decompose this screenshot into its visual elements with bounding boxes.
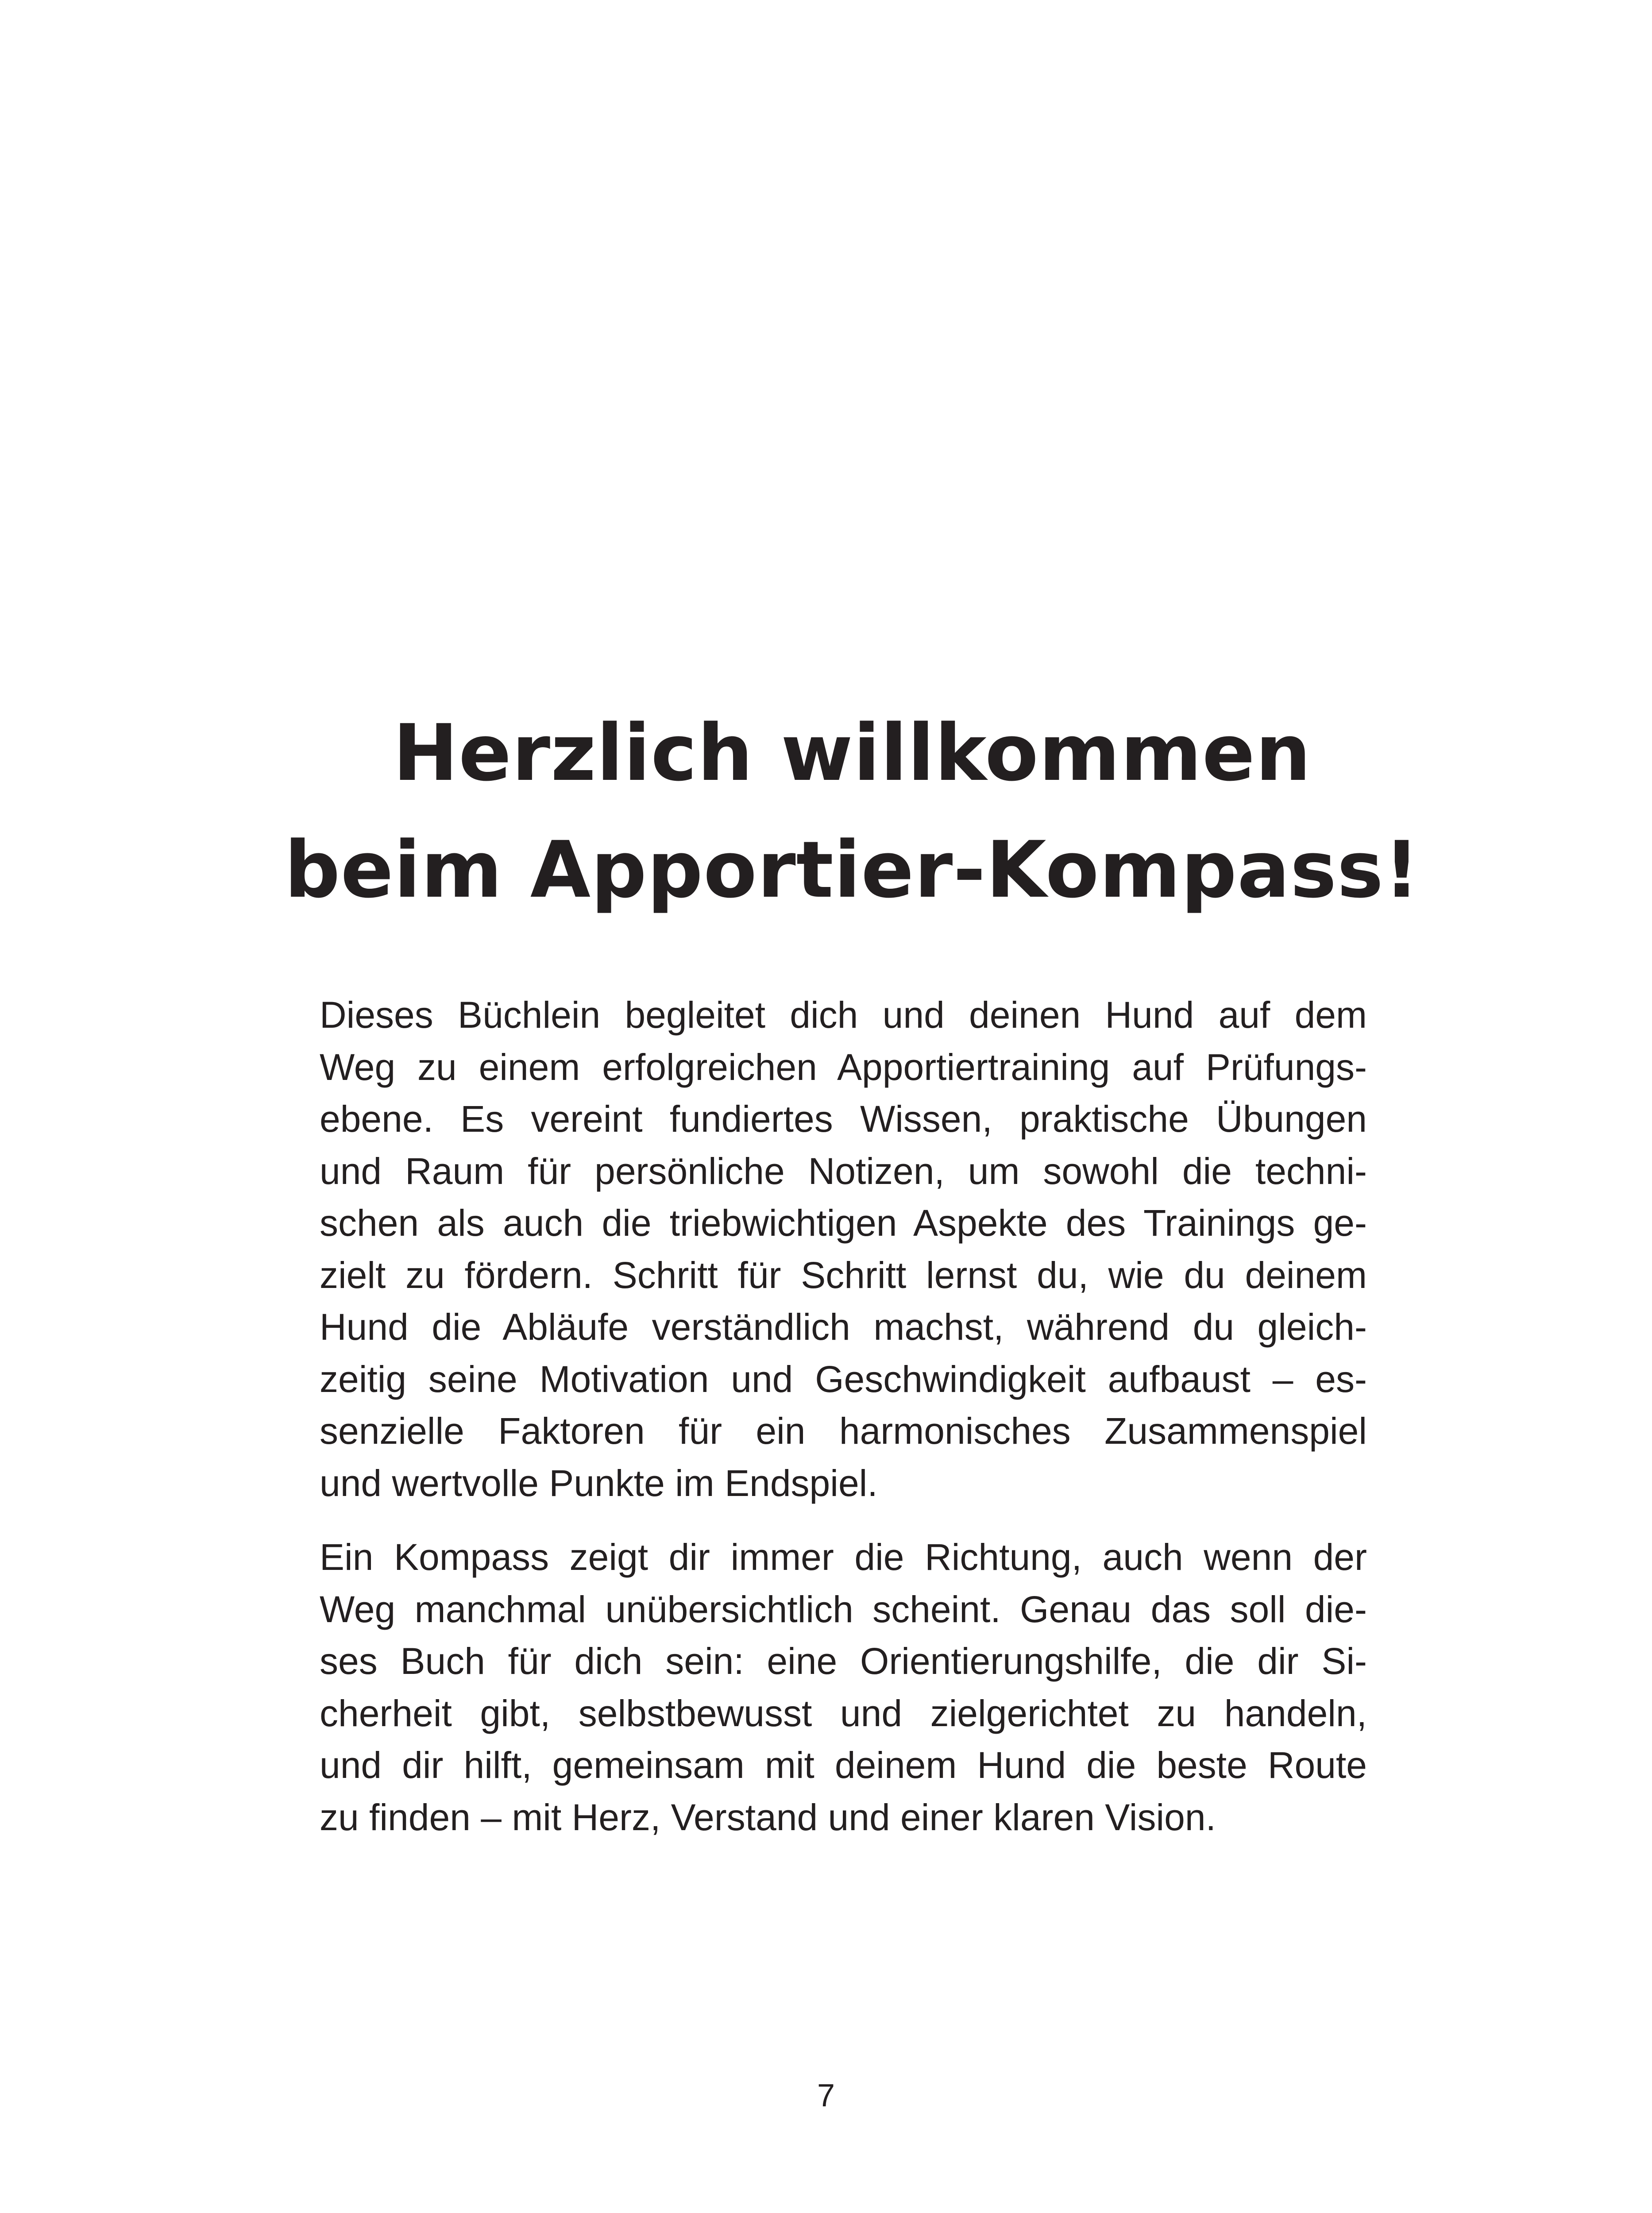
text-line: Weg manchmal unübersichtlich scheint. Genau das soll die- [320, 1588, 1367, 1630]
text-line: ebene. Es vereint fundiertes Wissen, praktische Übungen [320, 1098, 1367, 1140]
text-line: zu finden – mit Herz, Verstand und einer klaren Vision. [320, 1796, 1216, 1838]
text-line: und Raum für persönliche Notizen, um sowohl die techni- [320, 1150, 1367, 1192]
text-line: zeitig seine Motivation und Geschwindigkeit aufbaust – es- [320, 1358, 1367, 1400]
page-title [266, 695, 1439, 929]
text-line: cherheit gibt, selbstbewusst und zielgerichtet zu handeln, [320, 1692, 1367, 1734]
body-text [320, 989, 1367, 1843]
text-line: senzielle Faktoren für ein harmonisches Zusammenspiel [320, 1410, 1367, 1452]
text-line: schen als auch die triebwichtigen Aspekte des Trainings ge- [320, 1202, 1367, 1244]
text-line: Hund die Abläufe verständlich machst, während du gleich- [320, 1306, 1367, 1348]
page-number: 7 [817, 2078, 835, 2113]
text-line: zielt zu fördern. Schritt für Schritt lernst du, wie du deinem [320, 1254, 1367, 1296]
text-line: ses Buch für dich sein: eine Orientierungshilfe, die dir Si- [320, 1640, 1367, 1682]
title-line-2: beim Apportier-Kompass! [284, 825, 1420, 915]
paragraph-intro [320, 989, 1367, 1509]
text-line: und wertvolle Punkte im Endspiel. [320, 1462, 878, 1504]
text-line: Ein Kompass zeigt dir immer die Richtung, auch wenn der [320, 1536, 1367, 1578]
text-line: Weg zu einem erfolgreichen Apportiertraining auf Prüfungs- [320, 1046, 1367, 1088]
paragraph-compass [320, 1531, 1367, 1843]
title-line-1: Herzlich willkommen [393, 708, 1312, 798]
text-line: Dieses Büchlein begleitet dich und deinen Hund auf dem [320, 994, 1367, 1036]
text-line: und dir hilft, gemeinsam mit deinem Hund die beste Route [320, 1744, 1367, 1786]
